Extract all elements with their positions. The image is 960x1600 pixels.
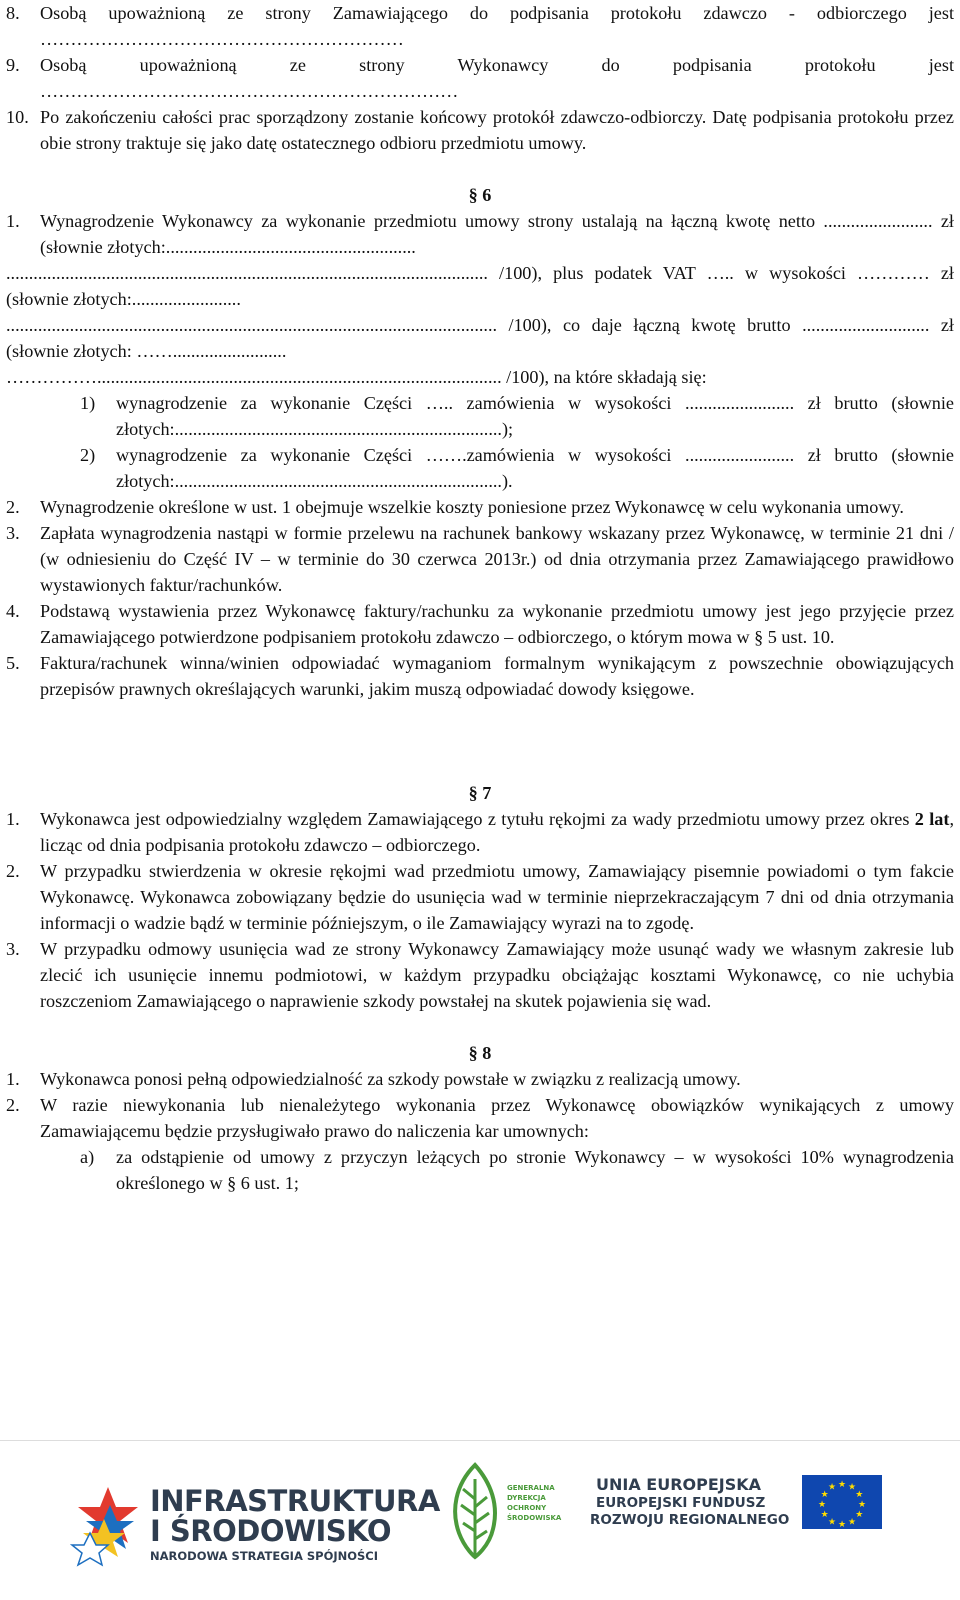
item-number: 3.	[6, 939, 20, 959]
sub-item-text: wynagrodzenie za wykonanie Części ….. zamówienia w wysokości ........................ zł brutto (słownie złotych:........................................................................);	[116, 393, 954, 439]
section-heading-8: § 8	[468, 1043, 492, 1063]
svg-text:★: ★	[847, 1482, 857, 1493]
logo-text-line: NARODOWA STRATEGIA SPÓJNOŚCI	[150, 1549, 379, 1563]
section-heading-6: § 6	[468, 185, 492, 205]
item-number: 3.	[6, 523, 20, 543]
logo-text-line: INFRASTRUKTURA	[150, 1484, 440, 1518]
item-number: 9.	[6, 55, 20, 75]
infrastruktura-srodowisko-logo	[70, 1483, 440, 1569]
item-number: 2.	[6, 1095, 20, 1115]
item-number: 2.	[6, 861, 20, 881]
list-item	[6, 520, 954, 598]
item-text	[40, 806, 954, 858]
logo-text: GENERALNA DYREKCJA OCHRONY ŚRODOWISKA	[507, 1484, 562, 1522]
logo-text-line: ROZWOJU REGIONALNEGO	[590, 1512, 790, 1528]
item-number: 1.	[6, 211, 20, 231]
item-text: W przypadku stwierdzenia w okresie rękojmi wad przedmiotu umowy, Zamawiający pisemnie powiadomi o tym fakcie Wykonawcę. Wykonawca zobowiązany będzie do usunięcia wad w terminie nieprzekraczającym 7 dni od dnia otrzymania informacji o wadzie bądź w terminie późniejszym, o ile Zamawiający wyrazi na to zgodę.	[40, 861, 954, 933]
item-number: 4.	[6, 601, 20, 621]
item-number: 10.	[6, 107, 29, 127]
item-text: Po zakończeniu całości prac sporządzony zostanie końcowy protokół zdawczo-odbiorczy. Datę podpisania protokołu przez obie strony traktuje się jako datę ostatecznego odbioru przedmiotu umowy.	[40, 107, 954, 153]
eu-flag-icon	[802, 1475, 882, 1529]
sub-list-item	[6, 442, 954, 494]
eu-logo	[590, 1471, 890, 1551]
item-text: W razie niewykonania lub nienależytego wykonania przez Wykonawcę obowiązków wynikających z umowy Zamawiającemu będzie przysługiwało prawo do naliczenia kar umownych:	[40, 1095, 954, 1141]
stars-emblem-icon	[70, 1483, 146, 1569]
item-text: Wykonawca ponosi pełną odpowiedzialność za szkody powstałe w związku z realizacją umowy.	[40, 1069, 741, 1089]
item-text: Wynagrodzenie Wykonawcy za wykonanie przedmiotu umowy strony ustalają na łączną kwotę netto ........................ zł (słownie złotych:.......................................................	[40, 211, 954, 257]
list-item	[6, 1066, 954, 1092]
list-item	[6, 806, 954, 858]
leaf-icon	[445, 1459, 505, 1563]
svg-text:★: ★	[847, 1517, 857, 1528]
list-item	[6, 0, 954, 52]
item-number: 1.	[6, 809, 20, 829]
item-text-part: Wykonawca jest odpowiedzialny względem Zamawiającego z tytułu rękojmi za wady przedmiotu umowy przez okres	[40, 809, 915, 829]
list-item	[6, 104, 954, 156]
item-text: Faktura/rachunek winna/winien odpowiadać wymaganiom formalnym wynikającym z powszechnie obowiązujących przepisów prawnych określających warunki, jakim muszą odpowiadać dowody księgowe.	[40, 653, 954, 699]
item-number: 1.	[6, 1069, 20, 1089]
gdos-logo	[445, 1459, 565, 1569]
document-page	[6, 0, 954, 1196]
svg-text:★: ★	[857, 1500, 867, 1510]
paragraph-line: ……………......................................................................................... /100), na które składają się:	[6, 367, 707, 387]
svg-text:★: ★	[837, 1520, 847, 1529]
list-item	[6, 494, 954, 520]
list-item	[6, 1092, 954, 1144]
warranty-period: 2 lat	[914, 809, 950, 829]
item-text: Wynagrodzenie określone w ust. 1 obejmuje wszelkie koszty poniesione przez Wykonawcę w celu wykonania umowy.	[40, 497, 904, 517]
svg-text:★: ★	[820, 1510, 829, 1520]
paragraph-line: ............................................................................................................ /100), co daje łączną kwotę brutto ............................ zł (słownie złotych: …….........................	[6, 315, 954, 361]
item-text-part: , licząc od dnia podpisania protokołu zdawczo – odbiorczego.	[40, 809, 954, 855]
footer-logos	[0, 1440, 960, 1600]
list-item	[6, 858, 954, 936]
logo-text-line: EUROPEJSKI FUNDUSZ	[596, 1495, 766, 1511]
list-item	[6, 650, 954, 702]
paragraph-line: .......................................................................................................... /100), plus podatek VAT ….. w wysokości ………… zł (słownie złotych:........................	[6, 263, 954, 309]
item-number: 5.	[6, 653, 20, 673]
item-number: 8.	[6, 3, 20, 23]
list-item	[6, 598, 954, 650]
svg-text:★: ★	[855, 1510, 864, 1520]
item-text: Podstawą wystawienia przez Wykonawcę faktury/rachunku za wykonanie przedmiotu umowy jest jego przyjęcie przez Zamawiającego potwierdzone podpisaniem protokołu zdawczo – odbiorczego, o którym mowa w § 5 ust. 10.	[40, 601, 954, 647]
svg-text:★: ★	[827, 1517, 837, 1528]
list-item	[6, 52, 954, 104]
svg-text:★: ★	[827, 1482, 837, 1493]
section-heading-7: § 7	[468, 783, 492, 803]
svg-text:★: ★	[820, 1490, 829, 1500]
sub-item-number: 1)	[80, 393, 96, 413]
list-item	[6, 208, 954, 260]
eu-stars-icon	[802, 1475, 882, 1529]
svg-text:★: ★	[837, 1480, 847, 1490]
logo-text-line: I ŚRODOWISKO	[150, 1514, 391, 1548]
sub-list-item	[6, 1144, 954, 1196]
sub-list-item	[6, 390, 954, 442]
item-text: W przypadku odmowy usunięcia wad ze strony Wykonawcy Zamawiający może usunąć wady we własnym zakresie lub zlecić ich usunięcie innemu podmiotowi, w każdym przypadku obciążając kosztami Wykonawcę, co nie uchybia roszczeniom Zamawiającego o naprawienie szkody powstałej na skutek pojawienia się wad.	[40, 939, 954, 1011]
item-number: 2.	[6, 497, 20, 517]
sub-item-text: za odstąpienie od umowy z przyczyn leżących po stronie Wykonawcy – w wysokości 10% wynagrodzenia określonego w § 6 ust. 1;	[116, 1147, 954, 1193]
sub-item-number: a)	[80, 1147, 95, 1167]
item-text: Zapłata wynagrodzenia nastąpi w formie przelewu na rachunek bankowy wskazany przez Wykonawcę, w terminie 21 dni / (w odniesieniu do Część IV – w terminie do 30 czerwca 2013r.) od dnia otrzymania przez Zamawiającego prawidłowo wystawionych faktur/rachunków.	[40, 523, 954, 595]
svg-text:★: ★	[817, 1500, 827, 1510]
sub-item-number: 2)	[80, 445, 96, 465]
list-item	[6, 936, 954, 1014]
item-text: Osobą upoważnioną ze strony Wykonawcy do podpisania protokołu jest ……………………………………………………………	[40, 55, 954, 101]
item-text: Osobą upoważnioną ze strony Zamawiającego do podpisania protokołu zdawczo - odbiorczego jest ……………………………………………………	[40, 3, 954, 49]
sub-item-text: wynagrodzenie za wykonanie Części …….zamówienia w wysokości ........................ zł brutto (słownie złotych:........................................................................).	[116, 445, 954, 491]
logo-text-line: UNIA EUROPEJSKA	[596, 1475, 762, 1494]
svg-text:★: ★	[855, 1490, 864, 1500]
